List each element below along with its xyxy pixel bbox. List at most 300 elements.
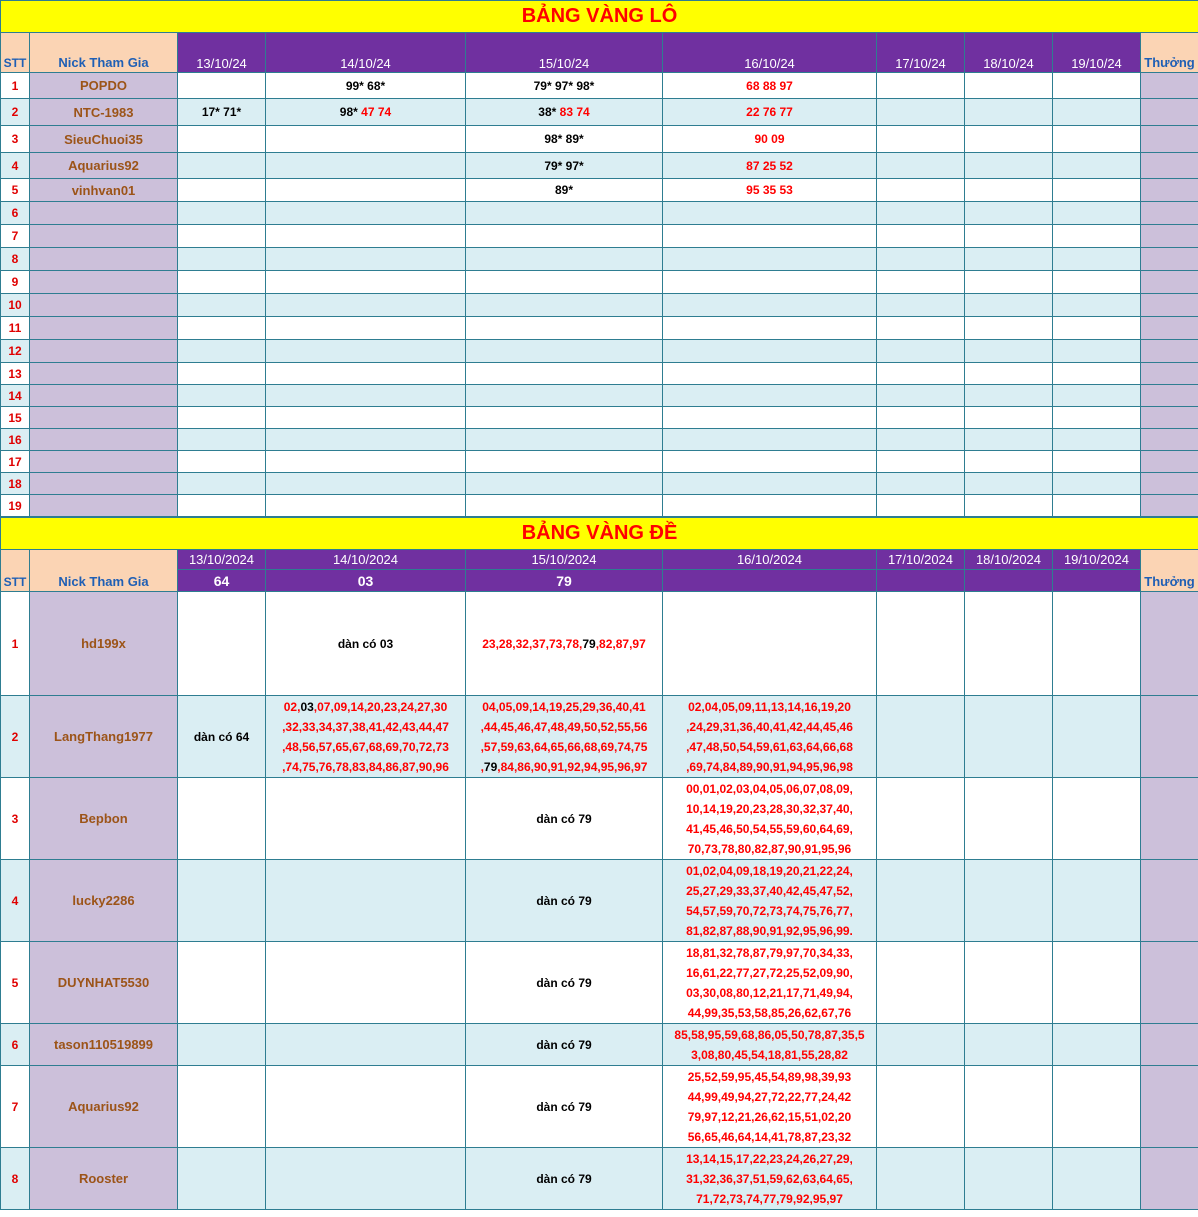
pick-cell <box>965 495 1053 517</box>
pick-line <box>663 861 876 881</box>
pick-line <box>663 1149 876 1169</box>
entry-text: ,47,48,50,54,59,61,63,64,66,68 <box>686 739 853 754</box>
entry-text: ,44,45,46,47,48,49,50,52,55,56 <box>480 719 648 734</box>
pick-cell <box>1053 1024 1141 1066</box>
entry-text: 25,27,29,33,37,40,42,45,47,52, <box>686 883 853 898</box>
pick-cell <box>466 294 663 317</box>
pick-cell <box>266 340 466 363</box>
pick-cell <box>178 473 266 495</box>
pick-line <box>466 973 662 993</box>
pick-cell <box>663 451 877 473</box>
pick-cell <box>266 202 466 225</box>
pick-cell <box>1053 385 1141 407</box>
entry-text: ,74,75,76,78,83,84,86,87,90,96 <box>282 759 449 774</box>
lo-table <box>0 0 1198 517</box>
entry-text: 47 74 <box>361 105 392 119</box>
entry-text: ,24,29,31,36,40,41,42,44,45,46 <box>686 719 853 734</box>
thuong-cell <box>1141 860 1198 942</box>
pick-cell <box>1053 153 1141 179</box>
pick-cell <box>178 1066 266 1148</box>
pick-cell <box>965 153 1053 179</box>
pick-cell <box>178 1024 266 1066</box>
pick-cell <box>266 1148 466 1210</box>
row-number: 16 <box>1 429 30 451</box>
pick-cell <box>266 248 466 271</box>
row-number: 6 <box>1 202 30 225</box>
pick-cell <box>466 407 663 429</box>
thuong-cell <box>1141 202 1198 225</box>
de-row <box>1 1148 1198 1210</box>
entry-text: 79* 97* 98* <box>533 78 595 93</box>
nick-cell <box>30 429 178 451</box>
pick-cell <box>877 1066 965 1148</box>
lo-row <box>1 271 1198 294</box>
thuong-cell <box>1141 1148 1198 1210</box>
pick-line <box>266 737 465 757</box>
thuong-cell <box>1141 225 1198 248</box>
pick-line <box>466 1097 662 1117</box>
pick-cell <box>663 179 877 202</box>
nick-cell <box>30 385 178 407</box>
row-number: 9 <box>1 271 30 294</box>
lo-row <box>1 126 1198 153</box>
nick-cell <box>30 363 178 385</box>
entry-text: 90 09 <box>754 132 785 146</box>
pick-line <box>663 983 876 1003</box>
pick-cell <box>965 202 1053 225</box>
pick-cell <box>178 407 266 429</box>
date-header: 15/10/24 <box>466 33 663 73</box>
nick-cell <box>30 317 178 340</box>
thuong-cell <box>1141 473 1198 495</box>
thuong-cell <box>1141 696 1198 778</box>
pick-cell <box>1053 429 1141 451</box>
entry-text: dàn có 79 <box>536 1037 592 1052</box>
pick-cell <box>466 942 663 1024</box>
pick-cell <box>178 202 266 225</box>
pick-cell <box>877 407 965 429</box>
pick-cell <box>178 271 266 294</box>
pick-line <box>663 1189 876 1209</box>
pick-cell <box>663 942 877 1024</box>
pick-cell <box>1053 248 1141 271</box>
thuong-cell <box>1141 942 1198 1024</box>
pick-cell <box>178 592 266 696</box>
pick-cell <box>1053 317 1141 340</box>
nick-cell <box>30 473 178 495</box>
pick-line <box>266 717 465 737</box>
nick-cell: tason110519899 <box>30 1024 178 1066</box>
row-number: 19 <box>1 495 30 517</box>
thuong-cell <box>1141 592 1198 696</box>
entry-text: 22 76 77 <box>746 105 793 119</box>
result-cell: 03 <box>266 570 466 592</box>
pick-cell <box>266 225 466 248</box>
pick-cell <box>965 294 1053 317</box>
pick-line <box>266 757 465 777</box>
pick-cell <box>266 99 466 126</box>
pick-cell <box>1053 126 1141 153</box>
pick-cell <box>663 271 877 294</box>
pick-cell <box>877 317 965 340</box>
entry-text: 02, <box>283 699 301 714</box>
thuong-cell <box>1141 271 1198 294</box>
pick-line <box>466 809 662 829</box>
nick-cell: Bepbon <box>30 778 178 860</box>
nick-cell <box>30 202 178 225</box>
pick-cell <box>466 778 663 860</box>
entry-text: ,57,59,63,64,65,66,68,69,74,75 <box>480 739 648 754</box>
result-cell <box>877 570 965 592</box>
pick-cell <box>178 248 266 271</box>
entry-text: 83 74 <box>559 105 590 119</box>
lo-row <box>1 429 1198 451</box>
lo-row <box>1 385 1198 407</box>
date-header: 18/10/24 <box>965 33 1053 73</box>
thuong-cell <box>1141 248 1198 271</box>
row-number: 7 <box>1 225 30 248</box>
pick-cell <box>266 942 466 1024</box>
pick-cell <box>965 73 1053 99</box>
pick-cell <box>663 778 877 860</box>
pick-cell <box>178 451 266 473</box>
pick-cell <box>178 942 266 1024</box>
entry-text: ,84,86,90,91,92,94,95,96,97 <box>497 759 648 774</box>
pick-line <box>663 1067 876 1087</box>
nick-cell: hd199x <box>30 592 178 696</box>
pick-cell <box>877 271 965 294</box>
pick-cell <box>266 385 466 407</box>
pick-cell <box>466 385 663 407</box>
lo-row <box>1 495 1198 517</box>
nick-header: Nick Tham Gia <box>30 550 178 592</box>
result-cell: 64 <box>178 570 266 592</box>
row-number: 2 <box>1 99 30 126</box>
entry-text: 41,45,46,50,54,55,59,60,64,69, <box>686 821 853 836</box>
date-header: 14/10/24 <box>266 33 466 73</box>
pick-cell <box>663 1024 877 1066</box>
entry-text: 87 25 52 <box>746 158 793 173</box>
pick-cell <box>466 429 663 451</box>
pick-cell <box>877 1024 965 1066</box>
thuong-cell <box>1141 340 1198 363</box>
pick-line <box>466 891 662 911</box>
pick-cell <box>266 317 466 340</box>
pick-cell <box>877 363 965 385</box>
pick-line <box>663 799 876 819</box>
pick-cell <box>877 294 965 317</box>
pick-line <box>466 697 662 717</box>
pick-cell <box>877 126 965 153</box>
pick-cell <box>663 202 877 225</box>
pick-cell <box>877 473 965 495</box>
pick-line <box>466 757 662 777</box>
lo-row <box>1 451 1198 473</box>
pick-line <box>466 634 662 654</box>
date-header: 17/10/24 <box>877 33 965 73</box>
pick-cell <box>1053 225 1141 248</box>
row-number: 1 <box>1 73 30 99</box>
nick-cell <box>30 495 178 517</box>
lo-title: BẢNG VÀNG LÔ <box>1 1 1198 33</box>
entry-text: 98* <box>339 105 362 119</box>
thuong-cell <box>1141 451 1198 473</box>
entry-text: 95 35 53 <box>746 183 793 197</box>
pick-cell <box>877 429 965 451</box>
pick-cell <box>266 778 466 860</box>
pick-cell <box>1053 363 1141 385</box>
entry-text: dàn có 79 <box>536 1171 592 1186</box>
pick-cell <box>965 248 1053 271</box>
thuong-cell <box>1141 99 1198 126</box>
pick-cell <box>877 225 965 248</box>
entry-text: 81,82,87,88,90,91,92,95,96,99. <box>686 923 853 938</box>
thuong-cell <box>1141 126 1198 153</box>
pick-cell <box>466 495 663 517</box>
thuong-cell <box>1141 1066 1198 1148</box>
entry-text: ,07,09,14,20,23,24,27,30 <box>313 699 448 714</box>
de-row <box>1 860 1198 942</box>
pick-line <box>663 963 876 983</box>
pick-cell <box>1053 340 1141 363</box>
row-number: 5 <box>1 942 30 1024</box>
pick-cell <box>965 778 1053 860</box>
nick-cell: NTC-1983 <box>30 99 178 126</box>
pick-cell <box>663 429 877 451</box>
pick-cell <box>663 495 877 517</box>
entry-text: 23,28,32,37,73,78, <box>482 636 583 651</box>
pick-cell <box>965 429 1053 451</box>
pick-cell <box>663 363 877 385</box>
pick-cell <box>663 1066 877 1148</box>
pick-cell <box>877 179 965 202</box>
lo-row <box>1 248 1198 271</box>
row-number: 12 <box>1 340 30 363</box>
pick-line <box>663 1087 876 1107</box>
pick-cell <box>466 317 663 340</box>
lo-row <box>1 179 1198 202</box>
pick-cell <box>663 407 877 429</box>
thuong-cell <box>1141 294 1198 317</box>
pick-cell <box>178 153 266 179</box>
nick-cell: Aquarius92 <box>30 153 178 179</box>
de-row <box>1 592 1198 696</box>
pick-cell <box>178 317 266 340</box>
nick-cell: Aquarius92 <box>30 1066 178 1148</box>
pick-cell <box>1053 179 1141 202</box>
row-number: 11 <box>1 317 30 340</box>
pick-cell <box>266 363 466 385</box>
pick-cell <box>266 73 466 99</box>
pick-cell <box>266 153 466 179</box>
pick-cell <box>965 942 1053 1024</box>
nick-cell <box>30 248 178 271</box>
pick-cell <box>266 429 466 451</box>
pick-line <box>663 757 876 777</box>
pick-cell <box>965 473 1053 495</box>
date-header: 17/10/2024 <box>877 550 965 570</box>
de-row <box>1 696 1198 778</box>
pick-line <box>466 717 662 737</box>
pick-cell <box>965 696 1053 778</box>
thuong-cell <box>1141 407 1198 429</box>
pick-line <box>663 717 876 737</box>
lo-row <box>1 202 1198 225</box>
row-number: 10 <box>1 294 30 317</box>
pick-cell <box>466 179 663 202</box>
entry-text: 00,01,02,03,04,05,06,07,08,09, <box>686 781 853 796</box>
pick-cell <box>965 225 1053 248</box>
pick-line <box>663 1025 876 1045</box>
row-number: 8 <box>1 1148 30 1210</box>
thuong-cell <box>1141 1024 1198 1066</box>
pick-cell <box>877 1148 965 1210</box>
entry-text: 98* 89* <box>544 132 584 146</box>
entry-text: 89* <box>554 183 574 197</box>
pick-cell <box>178 179 266 202</box>
nick-cell <box>30 271 178 294</box>
pick-cell <box>877 860 965 942</box>
pick-cell <box>266 126 466 153</box>
thuong-cell <box>1141 429 1198 451</box>
result-cell <box>965 570 1053 592</box>
pick-cell <box>266 407 466 429</box>
pick-cell <box>266 696 466 778</box>
pick-cell <box>1053 1066 1141 1148</box>
pick-cell <box>663 317 877 340</box>
result-cell <box>663 570 877 592</box>
lo-row <box>1 73 1198 99</box>
pick-cell <box>663 225 877 248</box>
nick-cell <box>30 225 178 248</box>
pick-cell <box>178 429 266 451</box>
entry-text: 17* 71* <box>201 105 242 119</box>
lo-row <box>1 317 1198 340</box>
pick-cell <box>663 860 877 942</box>
pick-cell <box>965 385 1053 407</box>
pick-cell <box>877 340 965 363</box>
pick-cell <box>466 1024 663 1066</box>
pick-cell <box>663 126 877 153</box>
pick-cell <box>178 340 266 363</box>
thuong-cell <box>1141 778 1198 860</box>
pick-cell <box>663 385 877 407</box>
de-row <box>1 1066 1198 1148</box>
de-row <box>1 1024 1198 1066</box>
date-header: 18/10/2024 <box>965 550 1053 570</box>
pick-cell <box>1053 407 1141 429</box>
pick-cell <box>965 340 1053 363</box>
pick-cell <box>466 1148 663 1210</box>
pick-cell <box>266 1066 466 1148</box>
row-number: 6 <box>1 1024 30 1066</box>
row-number: 3 <box>1 778 30 860</box>
pick-cell <box>466 696 663 778</box>
pick-line <box>663 1169 876 1189</box>
entry-text: 68 88 97 <box>746 78 793 93</box>
entry-text: 10,14,19,20,23,28,30,32,37,40, <box>686 801 853 816</box>
thuong-header: Thưởng <box>1141 33 1198 73</box>
pick-cell <box>965 1148 1053 1210</box>
entry-text: 79* 97* <box>544 158 584 173</box>
pick-cell <box>1053 73 1141 99</box>
lo-row <box>1 340 1198 363</box>
pick-line <box>466 737 662 757</box>
lo-row <box>1 407 1198 429</box>
pick-cell <box>663 1148 877 1210</box>
row-number: 3 <box>1 126 30 153</box>
result-cell <box>1053 570 1141 592</box>
nick-cell: DUYNHAT5530 <box>30 942 178 1024</box>
date-header: 16/10/2024 <box>663 550 877 570</box>
entry-text: 38* <box>538 105 560 119</box>
lo-row <box>1 99 1198 126</box>
pick-cell <box>965 451 1053 473</box>
pick-cell <box>965 126 1053 153</box>
entry-text: dàn có 03 <box>337 636 394 651</box>
pick-cell <box>1053 778 1141 860</box>
pick-cell <box>266 495 466 517</box>
entry-text: 13,14,15,17,22,23,24,26,27,29, <box>686 1151 853 1166</box>
pick-cell <box>877 385 965 407</box>
entry-text: 18,81,32,78,87,79,97,70,34,33, <box>686 945 853 960</box>
pick-cell <box>663 696 877 778</box>
entry-text: 31,32,36,37,51,59,62,63,64,65, <box>686 1171 853 1186</box>
pick-cell <box>266 860 466 942</box>
pick-line <box>663 1127 876 1147</box>
date-header: 16/10/24 <box>663 33 877 73</box>
pick-cell <box>466 73 663 99</box>
pick-cell <box>466 451 663 473</box>
nick-cell <box>30 407 178 429</box>
pick-cell <box>466 363 663 385</box>
de-title: BẢNG VÀNG ĐỀ <box>1 518 1198 550</box>
lo-row <box>1 363 1198 385</box>
nick-cell: LangThang1977 <box>30 696 178 778</box>
row-number: 18 <box>1 473 30 495</box>
nick-cell: SieuChuoi35 <box>30 126 178 153</box>
pick-line <box>663 779 876 799</box>
pick-cell <box>178 363 266 385</box>
pick-cell <box>178 778 266 860</box>
pick-cell <box>663 340 877 363</box>
entry-text: dàn có 79 <box>536 1099 592 1114</box>
entry-text: 25,52,59,95,45,54,89,98,39,93 <box>687 1069 852 1084</box>
entry-text: 16,61,22,77,27,72,25,52,09,90, <box>686 965 853 980</box>
pick-cell <box>663 473 877 495</box>
de-row <box>1 942 1198 1024</box>
pick-cell <box>1053 473 1141 495</box>
entry-text: 79 <box>582 636 596 651</box>
pick-cell <box>466 271 663 294</box>
entry-text: ,82,87,97 <box>595 636 646 651</box>
pick-cell <box>1053 271 1141 294</box>
entry-text: 99* 68* <box>345 78 386 93</box>
row-number: 15 <box>1 407 30 429</box>
pick-cell <box>877 153 965 179</box>
pick-cell <box>1053 202 1141 225</box>
date-header: 19/10/2024 <box>1053 550 1141 570</box>
lo-row <box>1 473 1198 495</box>
pick-cell <box>877 495 965 517</box>
entry-text: dàn có 79 <box>536 811 592 826</box>
pick-cell <box>178 495 266 517</box>
pick-cell <box>1053 942 1141 1024</box>
pick-cell <box>266 473 466 495</box>
pick-cell <box>266 271 466 294</box>
stt-header: STT <box>1 33 30 73</box>
entry-text: ,48,56,57,65,67,68,69,70,72,73 <box>282 739 449 754</box>
